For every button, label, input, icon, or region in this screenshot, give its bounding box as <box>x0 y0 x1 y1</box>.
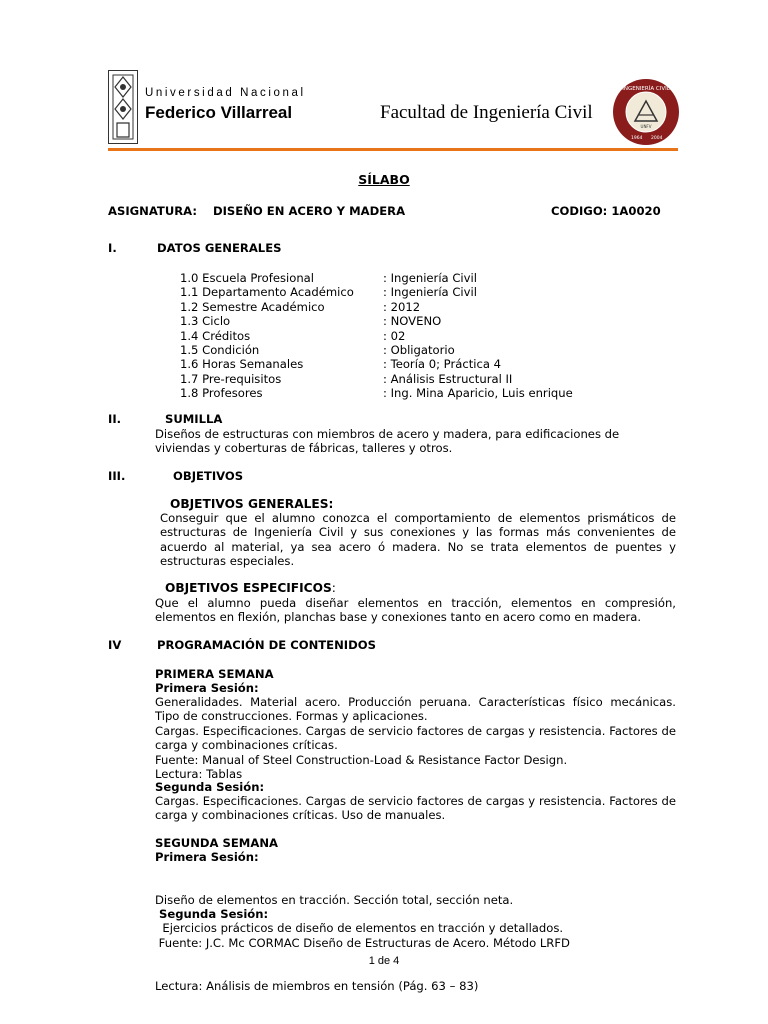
section-title-datos: DATOS GENERALES <box>157 241 282 255</box>
session-line: Cargas. Especificaciones. Cargas de servicio factores de cargas y resistencia. Factores de carga y combinaciones críticas. <box>155 723 676 753</box>
university-name-main: Federico Villarreal <box>145 103 293 122</box>
datos-key: 1.6 Horas Semanales <box>180 357 304 372</box>
datos-row <box>180 357 600 371</box>
header-divider <box>108 148 678 151</box>
section-number: IV <box>108 638 122 652</box>
section-title-objetivos: OBJETIVOS <box>173 469 244 483</box>
objetivos-especificos-title: OBJETIVOS ESPECIFICOS <box>165 581 332 595</box>
datos-value: : Teoría 0; Práctica 4 <box>383 357 502 372</box>
page-number: 1 de 4 <box>368 955 400 967</box>
session-line: Lectura: Análisis de miembros en tensión (Pág. 63 – 83) <box>155 979 479 994</box>
faculty-title: Facultad de Ingeniería Civil <box>380 102 593 123</box>
datos-value: : Obligatorio <box>383 343 455 357</box>
university-emblem <box>108 70 138 144</box>
datos-key: 1.1 Departamento Académico <box>180 285 354 300</box>
datos-row <box>180 329 600 343</box>
session-line: Generalidades. Material acero. Producción peruana. Características físico mecánicas. Tipo de construcciones. Formas y aplicaciones. <box>155 695 676 724</box>
section-number: II. <box>108 412 122 426</box>
session-content <box>155 864 676 1008</box>
faculty-seal <box>613 79 679 145</box>
objetivos-especificos-text: Que el alumno pueda diseñar elementos en tracción, elementos en compresión, elementos en flexión, planchas base y conexiones tanto en acero como en madera. <box>155 596 676 625</box>
asignatura-label: ASIGNATURA: <box>108 204 198 218</box>
datos-row <box>180 285 600 299</box>
university-name-top: Universidad Nacional <box>145 87 306 99</box>
datos-key: 1.7 Pre-requisitos <box>180 371 282 386</box>
section-number: III. <box>108 469 126 483</box>
section-title-sumilla: SUMILLA <box>165 412 223 426</box>
objetivos-generales-text: Conseguir que el alumno conozca el comportamiento de elementos prismáticos de estructuras de Ingeniería Civil y sus conexiones y las formas más convenientes de acuerdo al material, ya sea acero ó madera. No se trata elementos de puentes y estructuras especiales. <box>160 511 676 569</box>
datos-value: : Ing. Mina Aparicio, Luis enrique <box>383 386 573 401</box>
datos-row <box>180 343 600 357</box>
section-title-programacion: PROGRAMACIÓN DE CONTENIDOS <box>157 638 376 652</box>
session-title: Primera Sesión: <box>155 681 259 695</box>
session-content: Ejercicios prácticos de diseño de elementos en tracción y detallados. <box>155 921 564 935</box>
asignatura-value: DISEÑO EN ACERO Y MADERA <box>213 204 406 218</box>
datos-key: 1.3 Ciclo <box>180 314 231 329</box>
week-title: SEGUNDA SEMANA <box>155 836 278 850</box>
svg-text:UNFV: UNFV <box>640 124 652 129</box>
datos-row <box>180 314 600 328</box>
objetivos-especificos-heading <box>165 581 336 595</box>
datos-key: 1.2 Semestre Académico <box>180 299 325 314</box>
datos-row <box>180 372 600 386</box>
datos-row <box>180 300 600 314</box>
datos-row <box>180 386 600 400</box>
svg-text:1964: 1964 <box>631 136 643 141</box>
session-title: Primera Sesión: <box>155 850 259 864</box>
objetivos-generales-title: OBJETIVOS GENERALES: <box>170 497 334 511</box>
course-code: CODIGO: 1A0020 <box>551 204 661 218</box>
svg-text:INGENIERÍA CIVIL: INGENIERÍA CIVIL <box>622 86 670 92</box>
sumilla-text: Diseños de estructuras con miembros de acero y madera, para edificaciones de viviendas y coberturas de fábricas, talleres y otros. <box>155 427 620 456</box>
datos-value: : NOVENO <box>383 314 442 329</box>
datos-value: : Ingeniería Civil <box>383 285 477 300</box>
section-number: I. <box>108 241 117 255</box>
session-line: Fuente: J.C. Mc CORMAC Diseño de Estructuras de Acero. Método LRFD <box>155 936 570 951</box>
document-title: SÍLABO <box>358 172 410 187</box>
week-title: PRIMERA SEMANA <box>155 667 274 681</box>
session-line: Diseño de elementos en tracción. Sección total, sección neta. <box>155 892 514 907</box>
datos-value: : 02 <box>383 328 406 343</box>
session-title: Segunda Sesión: <box>155 907 269 921</box>
datos-key: 1.5 Condición <box>180 343 260 357</box>
datos-key: 1.8 Profesores <box>180 386 263 401</box>
objetivos-especificos-colon: : <box>331 581 336 595</box>
datos-key: 1.0 Escuela Profesional <box>180 271 314 285</box>
session-line: Fuente: Manual of Steel Construction-Load & Resistance Factor Design. <box>155 752 568 767</box>
datos-row <box>180 271 600 285</box>
session-content <box>155 695 676 781</box>
svg-text:2004: 2004 <box>651 136 663 141</box>
session-title: Segunda Sesión: <box>155 780 265 794</box>
datos-value: : Ingeniería Civil <box>383 271 477 285</box>
datos-key: 1.4 Créditos <box>180 328 251 343</box>
datos-value: : 2012 <box>383 299 421 314</box>
session-line: Lectura: Tablas <box>155 767 243 782</box>
datos-value: : Análisis Estructural II <box>383 371 513 386</box>
session-content: Cargas. Especificaciones. Cargas de servicio factores de cargas y resistencia. Factores de carga y combinaciones críticas. Uso de manuales. <box>155 794 676 823</box>
